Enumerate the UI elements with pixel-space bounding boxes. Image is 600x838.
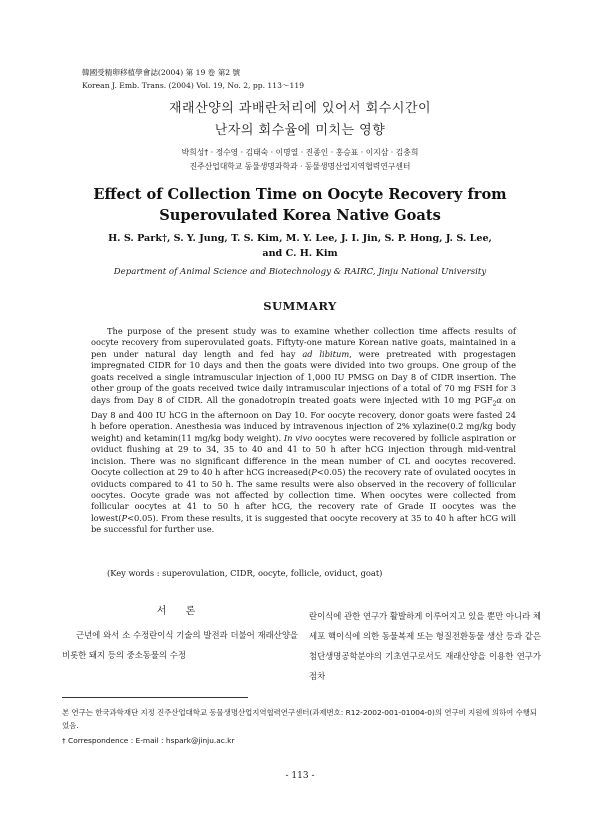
- body-right-text: 란이식에 관한 연구가 활발하게 이루어지고 있을 뿐만 아니라 체세포 핵이식에 의한 동물복제 또는 형질전환동물 생산 등과 같은 첨단생명공학분야의 기초연구로서도 재래산양을 이용한 연구가 점차: [309, 611, 541, 681]
- english-title-line-2: Superovulated Korea Native Goats: [159, 207, 441, 224]
- english-authors-line-2: and C. H. Kim: [262, 248, 338, 259]
- abstract-text-2: , were pretreated with progestagen impregnated CIDR for 10 days and then the goats were divided into two groups. One group of the goats received a single intramuscular injection of 1,000 IU PMSG on Day 8 of CIDR insertion. The other group of the goats received twice daily intramuscular injections of a total of 70 mg FSH for 3 days from Day 8 of CIDR. All the gonadotropin treated goats were injected with 10 mg PGF: [91, 348, 516, 405]
- abstract-text-6: <0.05). From these results, it is suggested that oocyte recovery at 35 to 40 h after hCG will be successful for further use.: [91, 512, 516, 535]
- korean-affiliation: 진주산업대학교 동물생명과학과 · 동물생명산업지역협력연구센터: [189, 162, 411, 171]
- body-column-left: [62, 625, 298, 665]
- korean-title-line-2: 난자의 회수율에 미치는 영향: [214, 123, 386, 138]
- korean-authors: 박희성† · 정수영 · 김태숙 · 이명열 · 진종인 · 홍승표 · 이지삼 · 김충희: [181, 148, 419, 157]
- abstract-p-value-1: P: [311, 467, 317, 478]
- keywords: (Key words : superovulation, CIDR, oocyte, follicle, oviduct, goat): [107, 568, 383, 578]
- summary-heading: SUMMARY: [263, 299, 337, 313]
- abstract-ad-libitum: ad libitum: [302, 348, 350, 359]
- body-column-right: [309, 606, 541, 686]
- english-title-line-1: Effect of Collection Time on Oocyte Recovery from: [93, 186, 507, 203]
- korean-title-line-1: 재래산양의 과배란처리에 있어서 회수시간이: [169, 101, 431, 116]
- journal-header: [82, 66, 542, 92]
- english-authors-line-1: H. S. Park†, S. Y. Jung, T. S. Kim, M. Y. Lee, J. I. Jin, S. P. Hong, J. S. Lee,: [108, 233, 492, 244]
- footnote-funding: 본 연구는 한국과학재단 지정 진주산업대학교 동물생명산업지역협력연구센터(과제번호: R12-2002-001-01004-0)의 연구비 지원에 의하여 수행되었음.: [62, 708, 538, 730]
- intro-heading: 서 론: [156, 606, 204, 617]
- page-number: - 113 -: [285, 771, 315, 781]
- abstract-in-vivo: In vivo: [283, 432, 313, 443]
- footnote-correspondence: † Correspondence : E-mail : hspark@jinju.ac.kr: [62, 736, 235, 745]
- journal-line-korean: 韓國受精卵移植學會誌(2004) 第 19 卷 第2 號: [82, 68, 241, 77]
- abstract-text-4: oocytes were recovered by follicle aspiration or oviduct flushing at 29 to 34, 35 to 40 and 41 to 50 h after hCG injection through mid-ventral incision. There was no significant difference in the mean number of CL and oocytes recovered. Oocyte collection at 29 to 40 h after hCG increased(: [91, 432, 516, 478]
- abstract-text-1: The purpose of the present study was to examine whether collection time affects results of oocyte recovery from superovulated goats. Fiftyty-one mature Korean native goats, maintained in a pen under natural day length and fed hay: [91, 326, 516, 359]
- abstract-text-5: <0.05) the recovery rate of ovulated oocytes in oviducts compared to 41 to 50 h. The same results were also observed in the recovery of follicular oocytes. Oocyte grade was not affected by collection time. When oocytes were collected from follicular oocytes at 41 to 50 h after hCG, the recovery rate of Grade II oocytes was the lowest(: [91, 467, 516, 523]
- pgf-alpha: α: [496, 394, 503, 405]
- abstract-p-value-2: P: [121, 512, 128, 523]
- journal-line-english: Korean J. Emb. Trans. (2004) Vol. 19, No. 2, pp. 113～119: [82, 81, 305, 90]
- body-left-text: 근년에 와서 소 수정란이식 기술의 발전과 더불어 재래산양을 비롯한 돼지 등의 중소동물의 수정: [62, 630, 298, 660]
- abstract-text-3: on Day 8 and 400 IU hCG in the afternoon on Day 10. For oocyte recovery, donor goats were fasted 24 h before operation. Anesthesia was induced by intravenous injection of 2% xylazine(0.2 mg/kg body weight) and ketamin(11 mg/kg body weight).: [91, 394, 516, 443]
- department: Department of Animal Science and Biotechnology & RAIRC, Jinju National University: [113, 267, 487, 277]
- abstract-paragraph: [91, 326, 516, 536]
- footnote-divider: [62, 697, 248, 698]
- pgf-subscript: 2: [492, 400, 497, 408]
